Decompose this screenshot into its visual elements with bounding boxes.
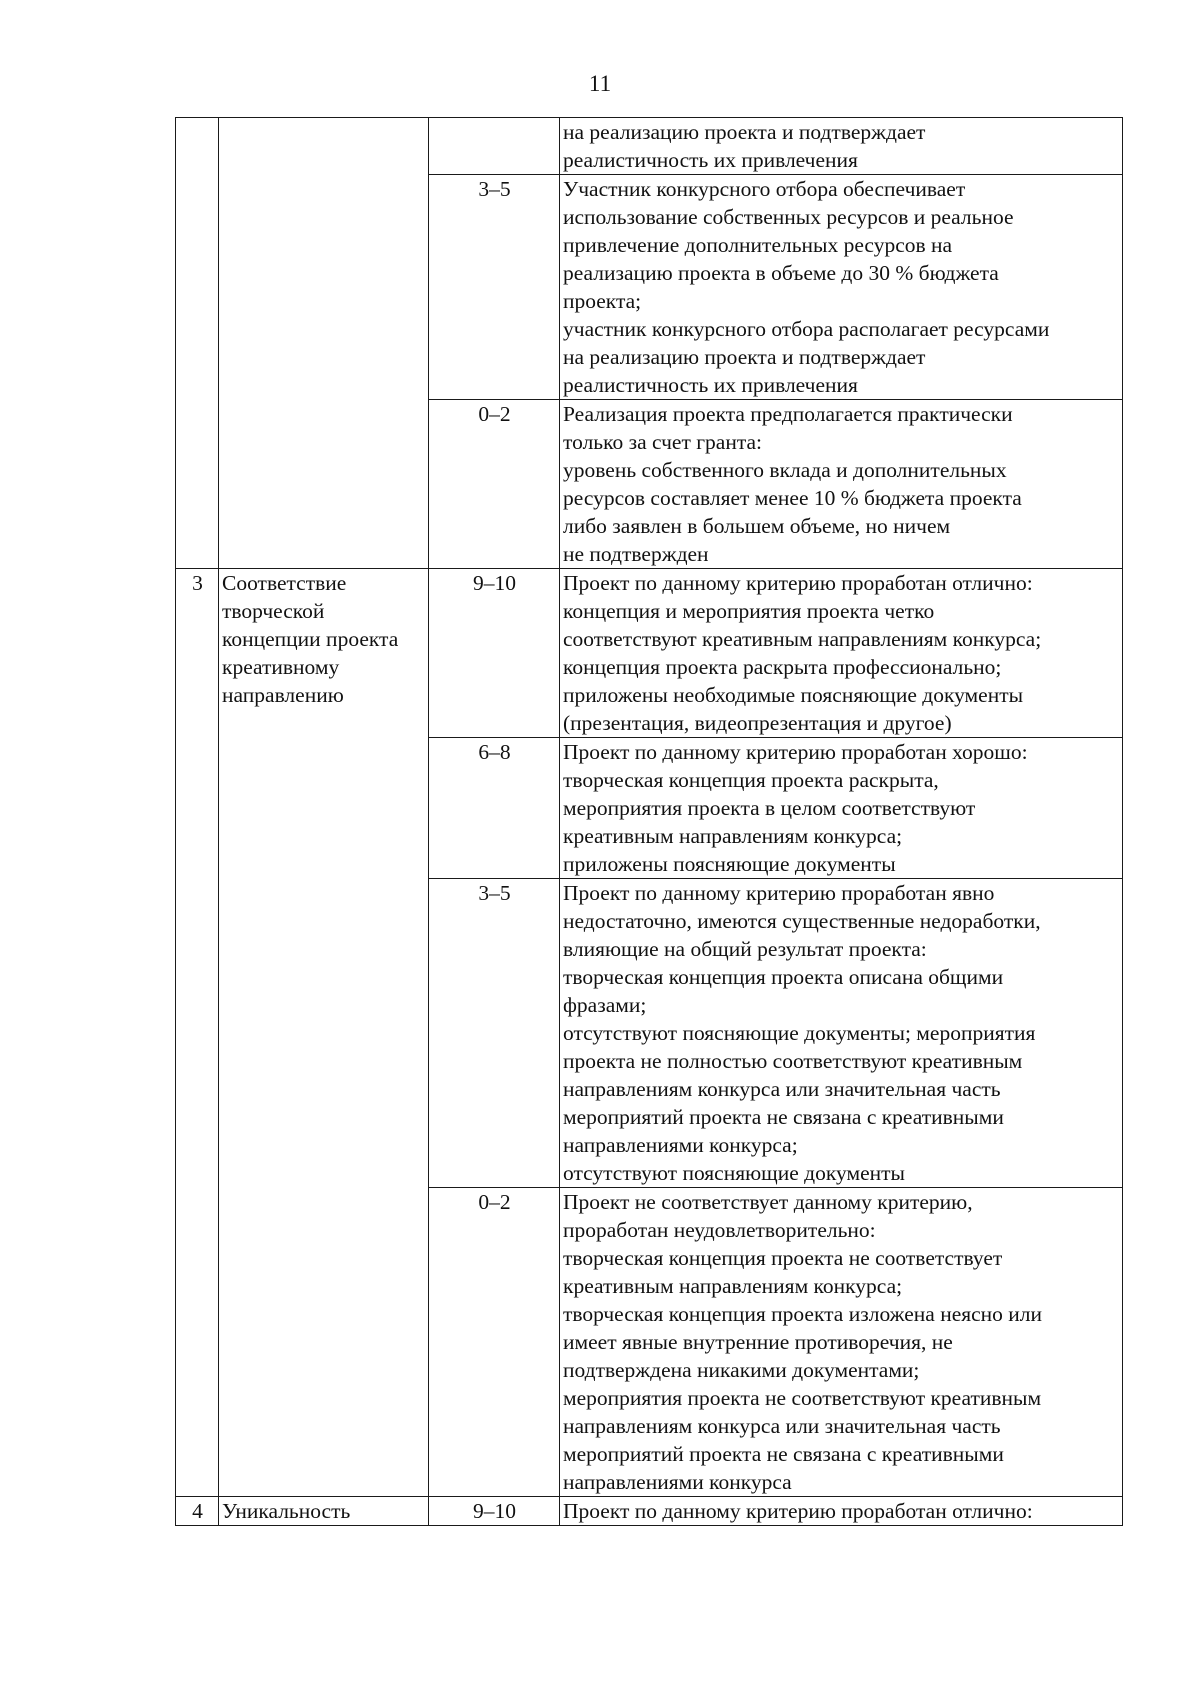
score-cell bbox=[429, 118, 560, 175]
table-row bbox=[176, 569, 1123, 738]
description-line: направлениями конкурса bbox=[563, 1470, 792, 1494]
criterion-name-cell bbox=[219, 1497, 429, 1526]
description-line: концепция и мероприятия проекта четко bbox=[563, 599, 935, 623]
description-cell bbox=[560, 879, 1123, 1188]
description-line: имеет явные внутренние противоречия, не bbox=[563, 1330, 953, 1354]
criterion-line: направлению bbox=[222, 683, 344, 707]
description-line: направлениям конкурса или значительная часть bbox=[563, 1414, 1001, 1438]
description-line: мероприятия проекта в целом соответствуют bbox=[563, 796, 976, 820]
criterion-name-cell bbox=[219, 569, 429, 1497]
description-line: проекта не полностью соответствуют креативным bbox=[563, 1049, 1023, 1073]
criterion-line: концепции проекта bbox=[222, 627, 399, 651]
description-line: реалистичность их привлечения bbox=[563, 148, 858, 172]
description-line: подтверждена никакими документами; bbox=[563, 1358, 920, 1382]
description-line: реалистичность их привлечения bbox=[563, 373, 858, 397]
description-line: направлениям конкурса или значительная часть bbox=[563, 1077, 1001, 1101]
description-line: Проект по данному критерию проработан явно bbox=[563, 881, 995, 905]
score-cell: 9–10 bbox=[429, 569, 560, 738]
description-line: проработан неудовлетворительно: bbox=[563, 1218, 876, 1242]
description-line: соответствуют креативным направлениям конкурса; bbox=[563, 627, 1042, 651]
criterion-line: Соответствие bbox=[222, 571, 347, 595]
criteria-table bbox=[175, 117, 1123, 1526]
description-line: на реализацию проекта и подтверждает bbox=[563, 120, 926, 144]
description-line: на реализацию проекта и подтверждает bbox=[563, 345, 926, 369]
description-line: влияющие на общий результат проекта: bbox=[563, 937, 927, 961]
description-line: (презентация, видеопрезентация и другое) bbox=[563, 711, 952, 735]
page-number: 11 bbox=[588, 71, 612, 96]
description-line: мероприятий проекта не связана с креативными bbox=[563, 1442, 1004, 1466]
score-cell: 9–10 bbox=[429, 1497, 560, 1526]
table-row bbox=[176, 118, 1123, 175]
criterion-name-cell bbox=[219, 118, 429, 569]
description-line: проекта; bbox=[563, 289, 642, 313]
criterion-line: Уникальность bbox=[222, 1499, 351, 1523]
criterion-line: творческой bbox=[222, 599, 325, 623]
score-cell: 3–5 bbox=[429, 879, 560, 1188]
description-line: Проект по данному критерию проработан хорошо: bbox=[563, 740, 1028, 764]
criterion-number-cell: 3 bbox=[176, 569, 219, 1497]
description-line: приложены поясняющие документы bbox=[563, 852, 896, 876]
description-line: Реализация проекта предполагается практически bbox=[563, 402, 1013, 426]
table-row bbox=[176, 1497, 1123, 1526]
description-line: отсутствуют поясняющие документы; мероприятия bbox=[563, 1021, 1036, 1045]
description-line: недостаточно, имеются существенные недоработки, bbox=[563, 909, 1041, 933]
description-line: Проект по данному критерию проработан отлично: bbox=[563, 1499, 1033, 1523]
description-line: реализацию проекта в объеме до 30 % бюджета bbox=[563, 261, 999, 285]
description-cell bbox=[560, 175, 1123, 400]
description-line: Участник конкурсного отбора обеспечивает bbox=[563, 177, 966, 201]
description-line: отсутствуют поясняющие документы bbox=[563, 1161, 905, 1185]
description-line: творческая концепция проекта не соответствует bbox=[563, 1246, 1003, 1270]
description-line: фразами; bbox=[563, 993, 647, 1017]
description-line: только за счет гранта: bbox=[563, 430, 763, 454]
description-line: уровень собственного вклада и дополнительных bbox=[563, 458, 1007, 482]
description-cell bbox=[560, 1188, 1123, 1497]
score-cell: 0–2 bbox=[429, 1188, 560, 1497]
description-cell bbox=[560, 738, 1123, 879]
description-line: ресурсов составляет менее 10 % бюджета проекта bbox=[563, 486, 1022, 510]
description-line: либо заявлен в большем объеме, но ничем bbox=[563, 514, 951, 538]
score-cell: 3–5 bbox=[429, 175, 560, 400]
description-line: концепция проекта раскрыта профессионально; bbox=[563, 655, 1002, 679]
description-line: использование собственных ресурсов и реальное bbox=[563, 205, 1014, 229]
description-line: творческая концепция проекта изложена неясно или bbox=[563, 1302, 1043, 1326]
criterion-line: креативному bbox=[222, 655, 340, 679]
description-cell bbox=[560, 1497, 1123, 1526]
description-line: привлечение дополнительных ресурсов на bbox=[563, 233, 953, 257]
description-line: мероприятия проекта не соответствуют креативным bbox=[563, 1386, 1042, 1410]
description-line: творческая концепция проекта раскрыта, bbox=[563, 768, 939, 792]
description-line: не подтвержден bbox=[563, 542, 709, 566]
description-line: направлениями конкурса; bbox=[563, 1133, 798, 1157]
criterion-number-cell: 4 bbox=[176, 1497, 219, 1526]
description-line: Проект по данному критерию проработан отлично: bbox=[563, 571, 1033, 595]
description-line: Проект не соответствует данному критерию, bbox=[563, 1190, 973, 1214]
description-line: участник конкурсного отбора располагает ресурсами bbox=[563, 317, 1050, 341]
criterion-number-cell bbox=[176, 118, 219, 569]
description-line: приложены необходимые поясняющие документы bbox=[563, 683, 1024, 707]
description-line: мероприятий проекта не связана с креативными bbox=[563, 1105, 1004, 1129]
score-cell: 0–2 bbox=[429, 400, 560, 569]
description-cell bbox=[560, 118, 1123, 175]
description-line: креативным направлениям конкурса; bbox=[563, 824, 903, 848]
description-line: творческая концепция проекта описана общими bbox=[563, 965, 1004, 989]
description-cell bbox=[560, 400, 1123, 569]
description-line: креативным направлениям конкурса; bbox=[563, 1274, 903, 1298]
score-cell: 6–8 bbox=[429, 738, 560, 879]
description-cell bbox=[560, 569, 1123, 738]
